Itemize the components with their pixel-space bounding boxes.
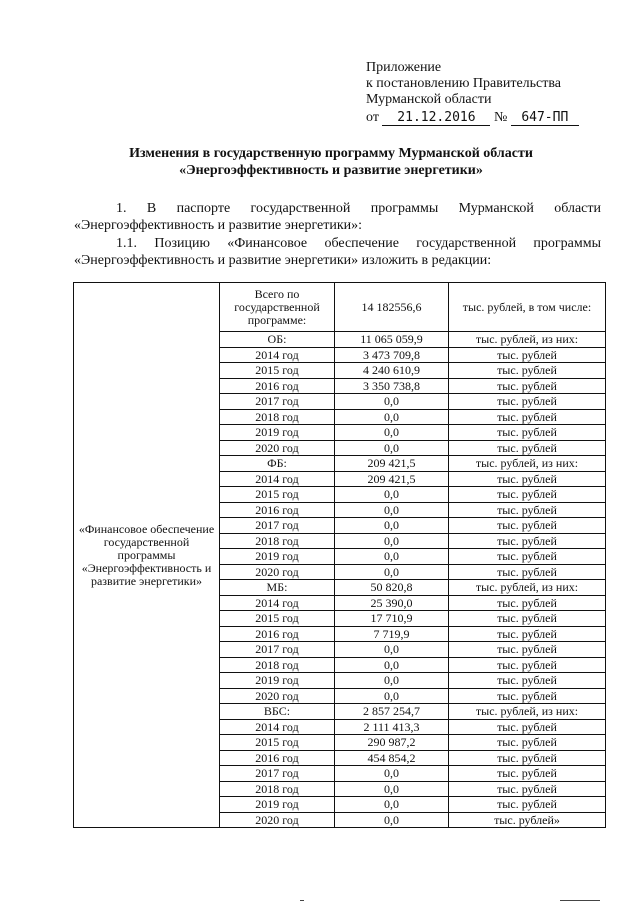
paragraph-2-first-line: 1.1. Позицию «Финансовое обеспечение государственной программы xyxy=(116,236,601,251)
row-label: 2020 год xyxy=(220,812,335,828)
paragraph-1-first-line: 1. В паспорте государственной программы Мурманской области xyxy=(116,201,601,216)
row-label: 2017 год xyxy=(220,642,335,658)
row-value: 0,0 xyxy=(335,394,449,410)
row-label: 2020 год xyxy=(220,440,335,456)
document-title xyxy=(60,145,602,179)
row-value: 209 421,5 xyxy=(335,456,449,472)
row-value: 290 987,2 xyxy=(335,735,449,751)
row-label: 2017 год xyxy=(220,518,335,534)
row-label: 2020 год xyxy=(220,688,335,704)
row-value: 25 390,0 xyxy=(335,595,449,611)
number-label: № xyxy=(493,110,508,125)
table-row-total xyxy=(74,283,606,332)
appendix-region: Мурманской области xyxy=(366,92,492,107)
row-value: 0,0 xyxy=(335,812,449,828)
row-label: МБ: xyxy=(220,580,335,596)
row-unit: тыс. рублей xyxy=(449,595,606,611)
row-unit: тыс. рублей xyxy=(449,440,606,456)
row-unit: тыс. рублей xyxy=(449,425,606,441)
row-unit: тыс. рублей xyxy=(449,409,606,425)
row-label: 2019 год xyxy=(220,673,335,689)
row-label: 2017 год xyxy=(220,394,335,410)
row-unit: тыс. рублей xyxy=(449,626,606,642)
financing-table-body xyxy=(74,283,606,828)
row-unit: тыс. рублей xyxy=(449,347,606,363)
appendix-resolution-ref: к постановлению Правительства xyxy=(366,76,562,91)
row-unit: тыс. рублей xyxy=(449,719,606,735)
row-label: 2016 год xyxy=(220,378,335,394)
row-value: 0,0 xyxy=(335,688,449,704)
row-label: 2019 год xyxy=(220,797,335,813)
row-value: 17 710,9 xyxy=(335,611,449,627)
row-value: 4 240 610,9 xyxy=(335,363,449,379)
row-unit: тыс. рублей xyxy=(449,518,606,534)
row-label: 2015 год xyxy=(220,611,335,627)
total-unit: тыс. рублей, в том числе: xyxy=(449,283,606,332)
row-value: 50 820,8 xyxy=(335,580,449,596)
row-unit: тыс. рублей xyxy=(449,657,606,673)
row-label: 2018 год xyxy=(220,409,335,425)
row-label: 2018 год xyxy=(220,657,335,673)
row-unit: тыс. рублей xyxy=(449,781,606,797)
from-label: от xyxy=(366,110,379,125)
row-value: 454 854,2 xyxy=(335,750,449,766)
row-value: 0,0 xyxy=(335,502,449,518)
row-value: 3 350 738,8 xyxy=(335,378,449,394)
row-value: 209 421,5 xyxy=(335,471,449,487)
row-unit: тыс. рублей xyxy=(449,611,606,627)
row-label: 2018 год xyxy=(220,781,335,797)
row-value: 0,0 xyxy=(335,425,449,441)
row-value: 0,0 xyxy=(335,564,449,580)
paragraph-1 xyxy=(74,200,601,234)
paragraph-2 xyxy=(74,235,601,269)
row-value: 0,0 xyxy=(335,766,449,782)
scan-mark-left xyxy=(300,900,304,901)
row-value: 0,0 xyxy=(335,797,449,813)
row-label: 2017 год xyxy=(220,766,335,782)
row-label: ОБ: xyxy=(220,332,335,348)
appendix-title: Приложение xyxy=(366,60,442,75)
row-label: 2014 год xyxy=(220,471,335,487)
row-value: 0,0 xyxy=(335,409,449,425)
row-label: 2020 год xyxy=(220,564,335,580)
row-value: 0,0 xyxy=(335,781,449,797)
row-unit: тыс. рублей, из них: xyxy=(449,332,606,348)
row-unit: тыс. рублей» xyxy=(449,812,606,828)
row-value: 7 719,9 xyxy=(335,626,449,642)
row-label: 2015 год xyxy=(220,487,335,503)
scan-mark-right xyxy=(560,900,600,901)
row-unit: тыс. рублей xyxy=(449,750,606,766)
row-unit: тыс. рублей, из них: xyxy=(449,580,606,596)
row-unit: тыс. рублей, из них: xyxy=(449,456,606,472)
row-value: 0,0 xyxy=(335,549,449,565)
appendix-block xyxy=(366,60,579,126)
row-label: 2016 год xyxy=(220,750,335,766)
row-value: 0,0 xyxy=(335,657,449,673)
resolution-number: 647-ПП xyxy=(511,111,579,126)
row-value: 0,0 xyxy=(335,440,449,456)
paragraph-2-rest: «Энергоэффективность и развитие энергетики» изложить в редакции: xyxy=(74,253,492,268)
appendix-date-number-line xyxy=(366,110,579,126)
financing-lead-cell: «Финансовое обеспечение государственной программы «Энергоэффективность и развитие энергетики» xyxy=(74,283,220,828)
row-label: 2016 год xyxy=(220,502,335,518)
total-value: 14 182556,6 xyxy=(335,283,449,332)
row-value: 0,0 xyxy=(335,518,449,534)
row-unit: тыс. рублей, из них: xyxy=(449,704,606,720)
row-label: 2015 год xyxy=(220,363,335,379)
row-value: 0,0 xyxy=(335,673,449,689)
row-label: 2015 год xyxy=(220,735,335,751)
title-line-1: Изменения в государственную программу Мурманской области xyxy=(129,146,533,161)
row-unit: тыс. рублей xyxy=(449,564,606,580)
row-label: 2019 год xyxy=(220,549,335,565)
row-label: 2016 год xyxy=(220,626,335,642)
row-value: 2 857 254,7 xyxy=(335,704,449,720)
row-unit: тыс. рублей xyxy=(449,735,606,751)
financing-table xyxy=(73,282,606,828)
row-unit: тыс. рублей xyxy=(449,549,606,565)
row-unit: тыс. рублей xyxy=(449,688,606,704)
row-value: 0,0 xyxy=(335,642,449,658)
row-unit: тыс. рублей xyxy=(449,363,606,379)
row-unit: тыс. рублей xyxy=(449,766,606,782)
row-unit: тыс. рублей xyxy=(449,378,606,394)
row-label: 2018 год xyxy=(220,533,335,549)
row-label: 2014 год xyxy=(220,595,335,611)
row-unit: тыс. рублей xyxy=(449,487,606,503)
row-label: ВБС: xyxy=(220,704,335,720)
row-label: 2014 год xyxy=(220,719,335,735)
row-value: 11 065 059,9 xyxy=(335,332,449,348)
row-label: 2019 год xyxy=(220,425,335,441)
row-unit: тыс. рублей xyxy=(449,471,606,487)
row-label: 2014 год xyxy=(220,347,335,363)
row-value: 2 111 413,3 xyxy=(335,719,449,735)
title-line-2: «Энергоэффективность и развитие энергетики» xyxy=(179,163,483,178)
row-unit: тыс. рублей xyxy=(449,502,606,518)
row-value: 0,0 xyxy=(335,487,449,503)
row-value: 3 473 709,8 xyxy=(335,347,449,363)
row-label: ФБ: xyxy=(220,456,335,472)
row-unit: тыс. рублей xyxy=(449,533,606,549)
row-unit: тыс. рублей xyxy=(449,673,606,689)
row-unit: тыс. рублей xyxy=(449,797,606,813)
row-unit: тыс. рублей xyxy=(449,642,606,658)
row-value: 0,0 xyxy=(335,533,449,549)
total-label: Всего по государственной программе: xyxy=(220,283,335,332)
row-unit: тыс. рублей xyxy=(449,394,606,410)
paragraph-1-rest: «Энергоэффективность и развитие энергетики»: xyxy=(74,218,363,233)
resolution-date: 21.12.2016 xyxy=(382,111,490,126)
